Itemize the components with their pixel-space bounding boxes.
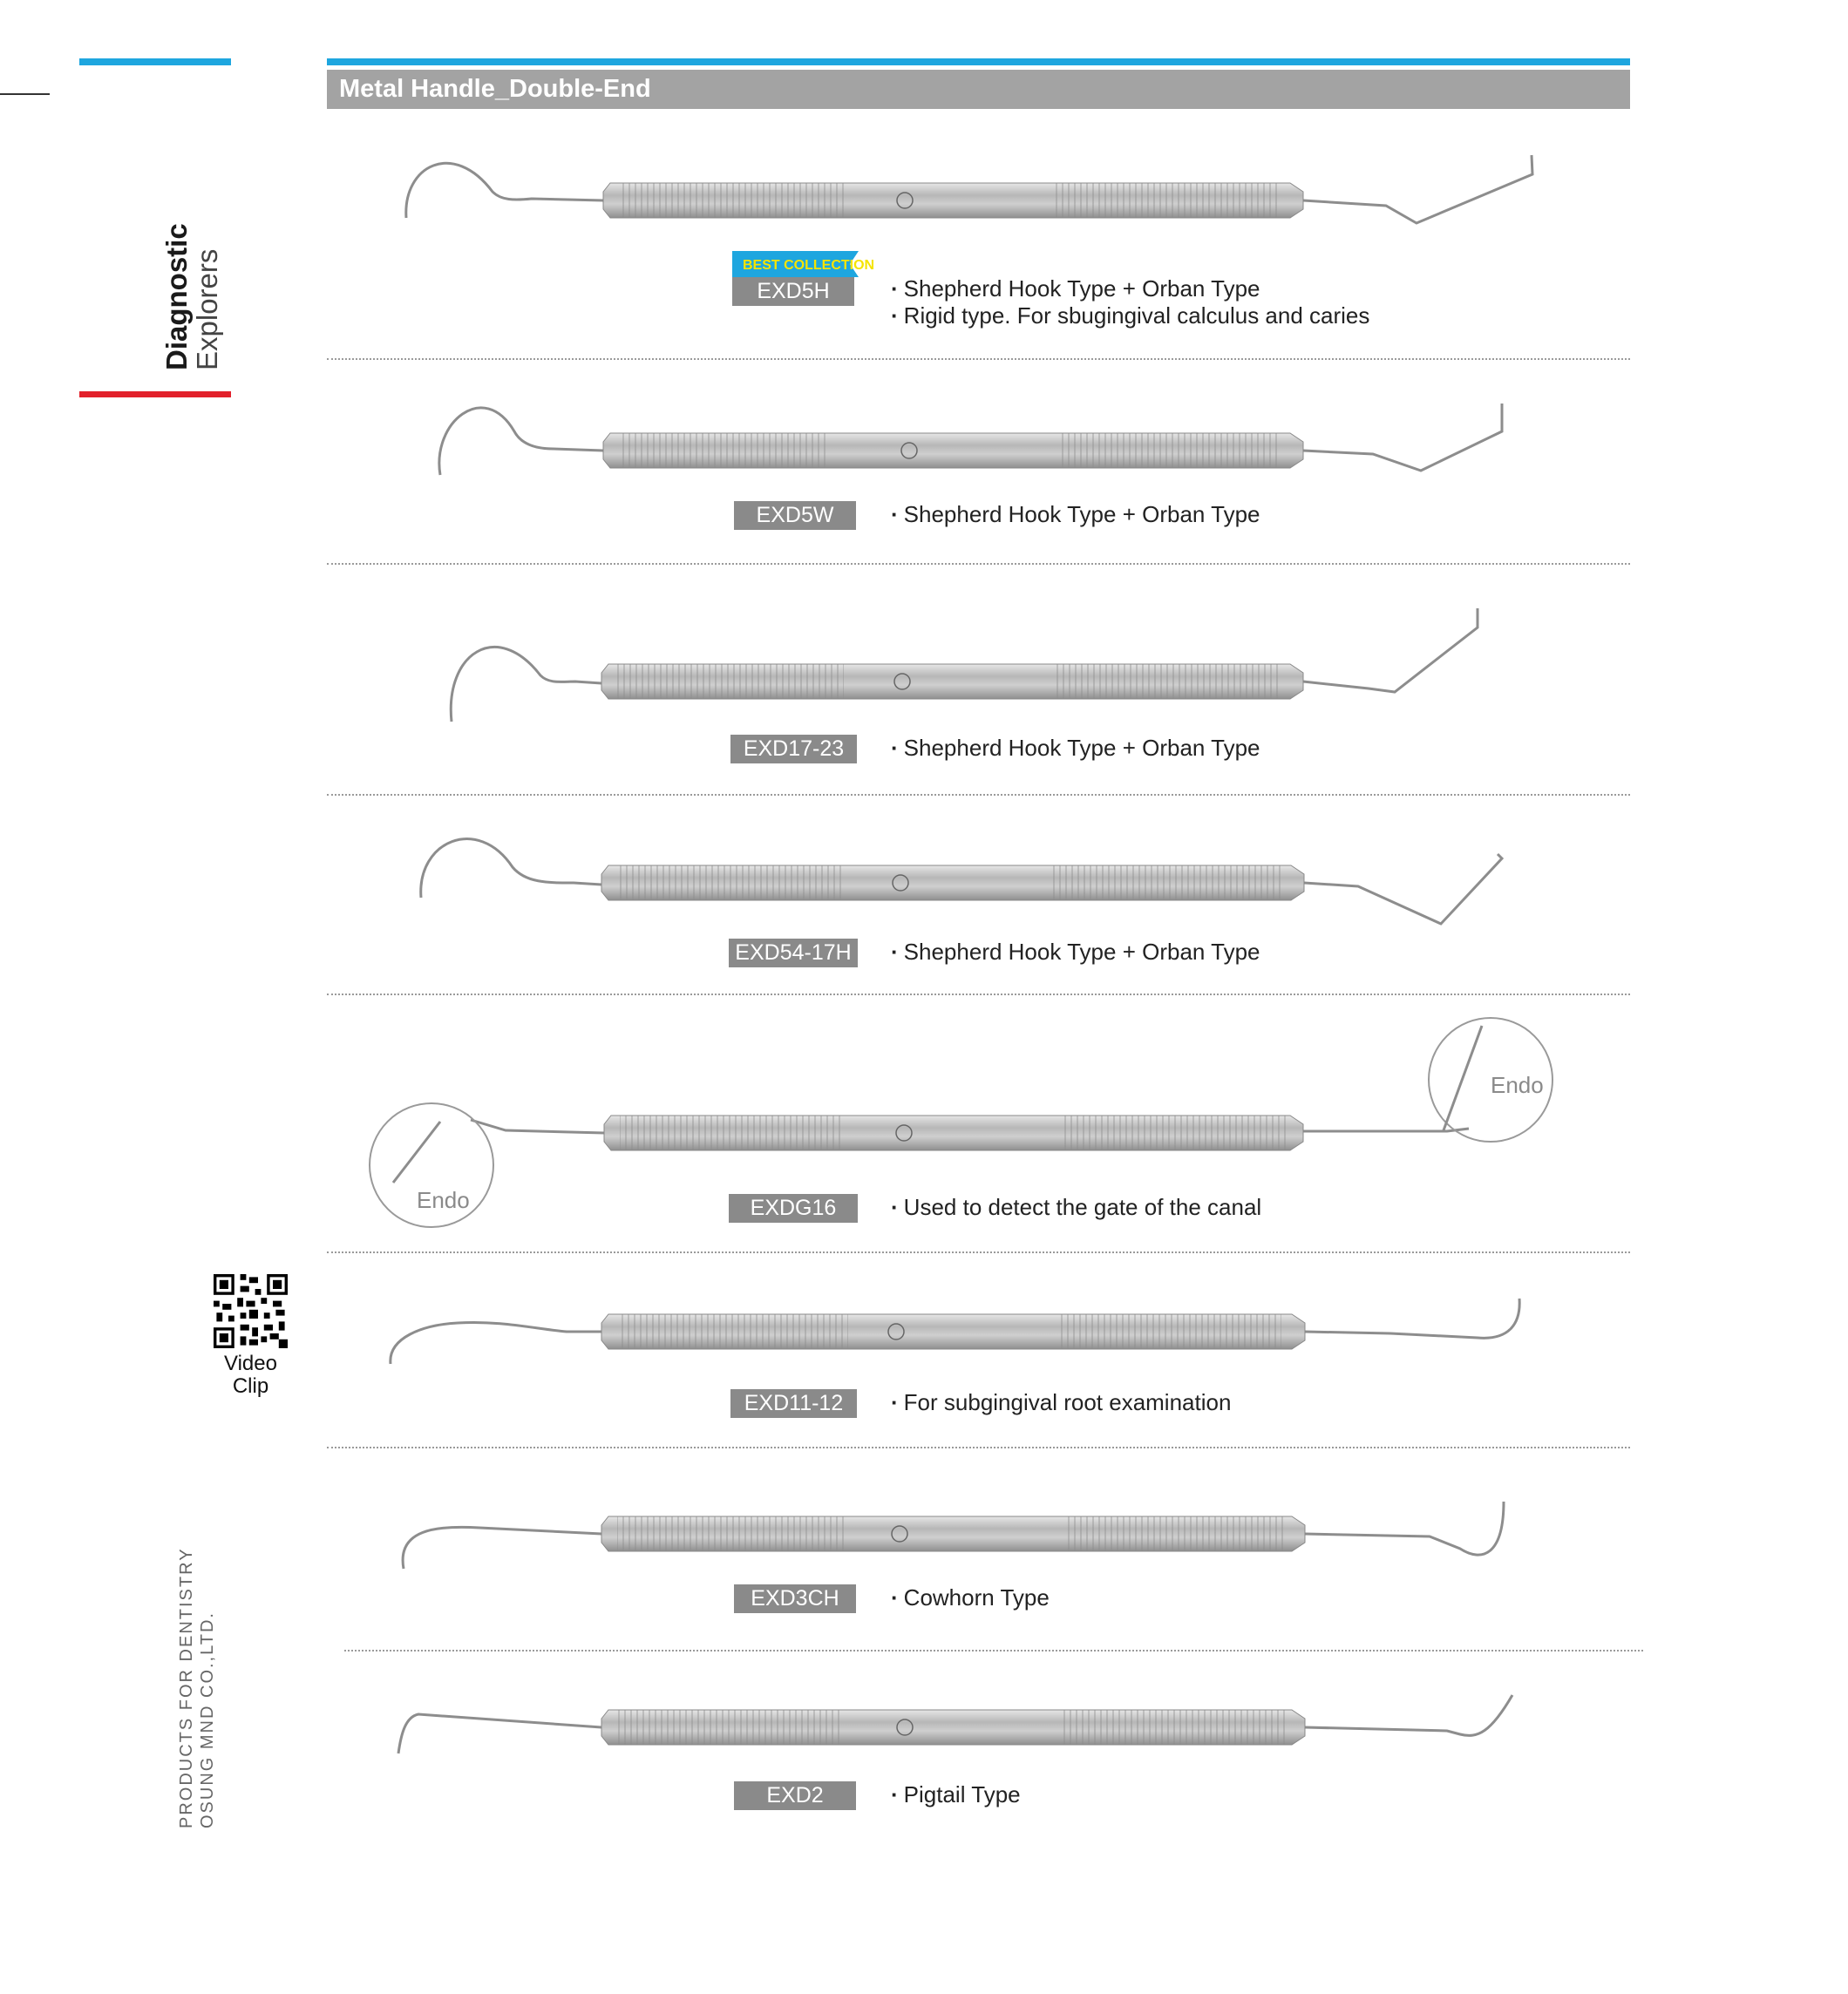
endo-label-left: Endo: [417, 1187, 470, 1213]
row-divider: [327, 358, 1630, 360]
instrument-image: [388, 1290, 1530, 1368]
instrument-image: [401, 148, 1534, 235]
description-line: · Shepherd Hook Type + Orban Type: [891, 275, 1369, 302]
section-header: [327, 70, 1630, 109]
product-description: [891, 1781, 1021, 1808]
category-title: Diagnostic: [160, 223, 193, 370]
instrument-image: [445, 601, 1491, 732]
product-code: EXD2: [734, 1781, 856, 1810]
product-code: EXD5W: [734, 501, 856, 530]
description-line: · Shepherd Hook Type + Orban Type: [891, 735, 1260, 762]
video-label-line-1: Video: [224, 1352, 277, 1375]
description-line: · Used to detect the gate of the canal: [891, 1194, 1261, 1221]
row-divider: [327, 1447, 1630, 1448]
row-divider: [327, 994, 1630, 995]
product-code: EXD17-23: [730, 735, 857, 763]
category-subtitle: Explorers: [191, 248, 223, 370]
row-divider: [327, 794, 1630, 796]
row-divider: [327, 1251, 1630, 1253]
product-code: EXD54-17H: [729, 939, 858, 967]
sidebar-red-rule: [79, 391, 231, 397]
endo-label-right: Endo: [1491, 1072, 1544, 1098]
qr-code-icon[interactable]: [214, 1274, 288, 1348]
video-clip-label[interactable]: [206, 1353, 296, 1398]
description-line: · Rigid type. For sbugingival calculus and caries: [891, 302, 1369, 329]
row-divider: [327, 563, 1630, 565]
instrument-image: [417, 824, 1515, 928]
top-left-rule: [0, 93, 50, 95]
instrument-image: [471, 1081, 1473, 1150]
company-line-1: PRODUCTS FOR DENTISTRY: [177, 1547, 196, 1828]
company-credit: [176, 1547, 218, 1828]
description-line: · Cowhorn Type: [891, 1584, 1050, 1611]
badge-text: BEST COLLECTION: [743, 258, 875, 273]
instrument-image: [401, 1495, 1517, 1577]
product-description: [891, 501, 1260, 528]
category-title-block: [162, 223, 221, 370]
product-code: EXDG16: [729, 1194, 858, 1223]
header-blue-rule: [327, 58, 1630, 65]
instrument-image: [397, 1691, 1521, 1760]
sidebar-blue-rule: [79, 58, 231, 65]
product-description: [891, 275, 1369, 329]
product-code: EXD5H: [732, 277, 854, 306]
description-line: · Shepherd Hook Type + Orban Type: [891, 501, 1260, 528]
video-label-line-2: Clip: [232, 1374, 269, 1398]
section-title: Metal Handle_Double-End: [339, 75, 651, 103]
product-code: EXD11-12: [730, 1389, 857, 1418]
description-line: · For subgingival root examination: [891, 1389, 1231, 1416]
best-collection-badge: [732, 251, 875, 277]
row-divider: [344, 1650, 1643, 1651]
description-line: · Shepherd Hook Type + Orban Type: [891, 939, 1260, 966]
instrument-image: [431, 397, 1521, 479]
description-line: · Pigtail Type: [891, 1781, 1021, 1808]
product-description: [891, 1584, 1050, 1611]
product-code: EXD3CH: [734, 1584, 856, 1613]
product-description: [891, 1389, 1231, 1416]
company-line-2: OSUNG MND CO.,LTD.: [198, 1611, 217, 1828]
product-description: [891, 1194, 1261, 1221]
product-description: [891, 939, 1260, 966]
product-description: [891, 735, 1260, 762]
